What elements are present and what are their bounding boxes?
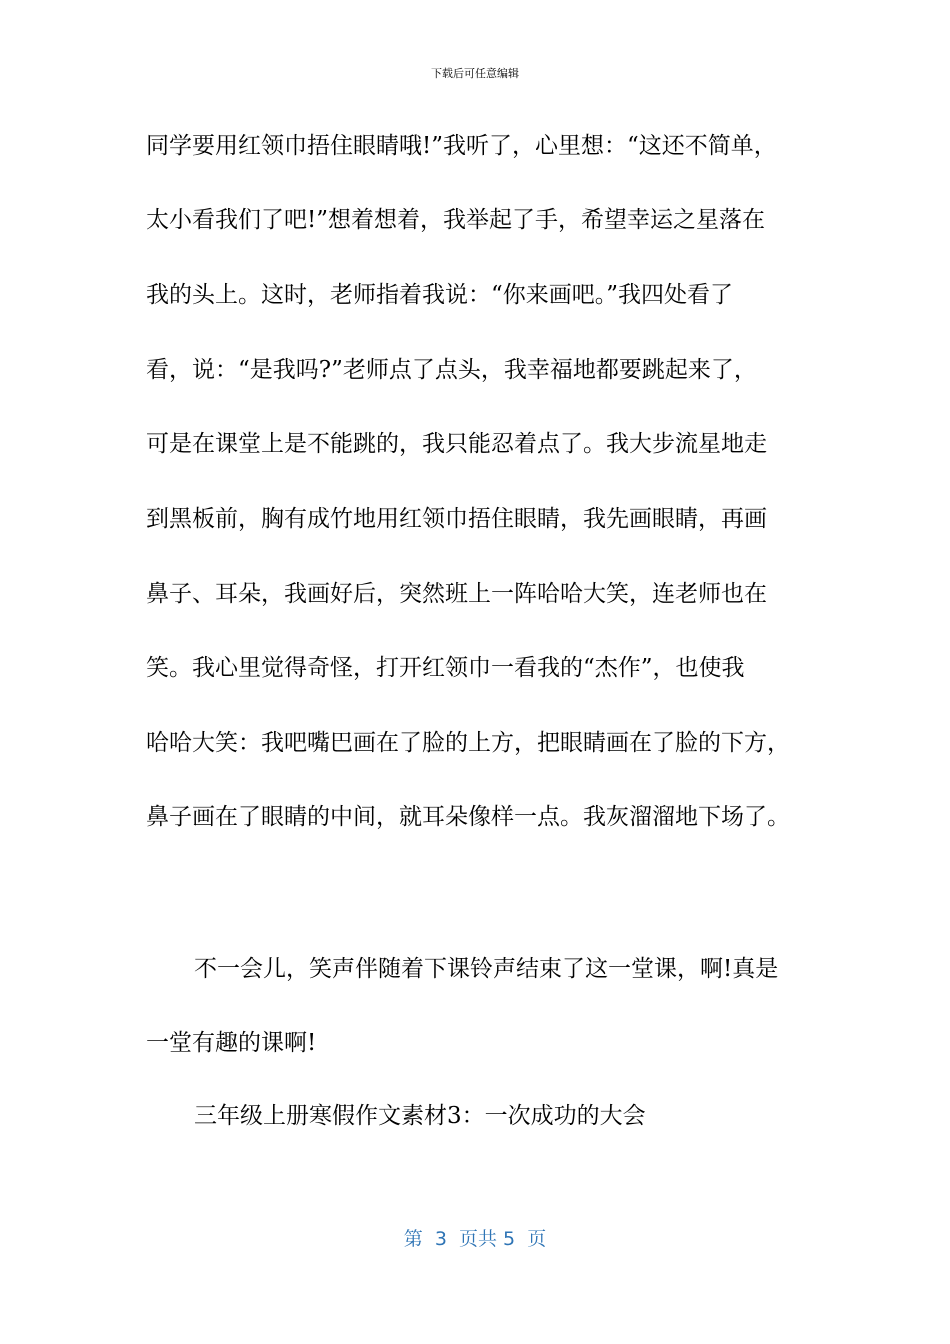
body-line-5: 可是在课堂上是不能跳的，我只能忍着点了。我大步流星地走 bbox=[146, 431, 767, 457]
body-line-2: 太小看我们了吧!”想着想着，我举起了手，希望幸运之星落在 bbox=[146, 207, 766, 233]
body-line-3: 我的头上。这时，老师指着我说：“你来画吧。”我四处看了 bbox=[146, 282, 734, 308]
section-title: 三年级上册寒假作文素材3：一次成功的大会 bbox=[194, 1103, 646, 1129]
page-number-footer: 第 3 页共 5 页 bbox=[403, 1228, 547, 1250]
body-line-4: 看，说：“是我吗?”老师点了点头，我幸福地都要跳起来了， bbox=[146, 357, 757, 383]
closing-line-2: 一堂有趣的课啊! bbox=[146, 1030, 317, 1056]
closing-line-1: 不一会儿，笑声伴随着下课铃声结束了这一堂课，啊!真是 bbox=[194, 956, 779, 982]
body-line-9: 哈哈大笑：我吧嘴巴画在了脸的上方，把眼睛画在了脸的下方， bbox=[146, 730, 790, 756]
body-line-6: 到黑板前，胸有成竹地用红领巾捂住眼睛，我先画眼睛，再画 bbox=[146, 506, 767, 532]
body-line-10: 鼻子画在了眼睛的中间，就耳朵像样一点。我灰溜溜地下场了。 bbox=[146, 804, 790, 830]
body-line-8: 笑。我心里觉得奇怪，打开红领巾一看我的“杰作”，也使我 bbox=[146, 655, 745, 681]
body-line-1: 同学要用红领巾捂住眼睛哦!”我听了，心里想：“这还不简单， bbox=[146, 133, 777, 159]
body-line-7: 鼻子、耳朵，我画好后，突然班上一阵哈哈大笑，连老师也在 bbox=[146, 581, 767, 607]
page-header: 下载后可任意编辑 bbox=[431, 67, 519, 80]
